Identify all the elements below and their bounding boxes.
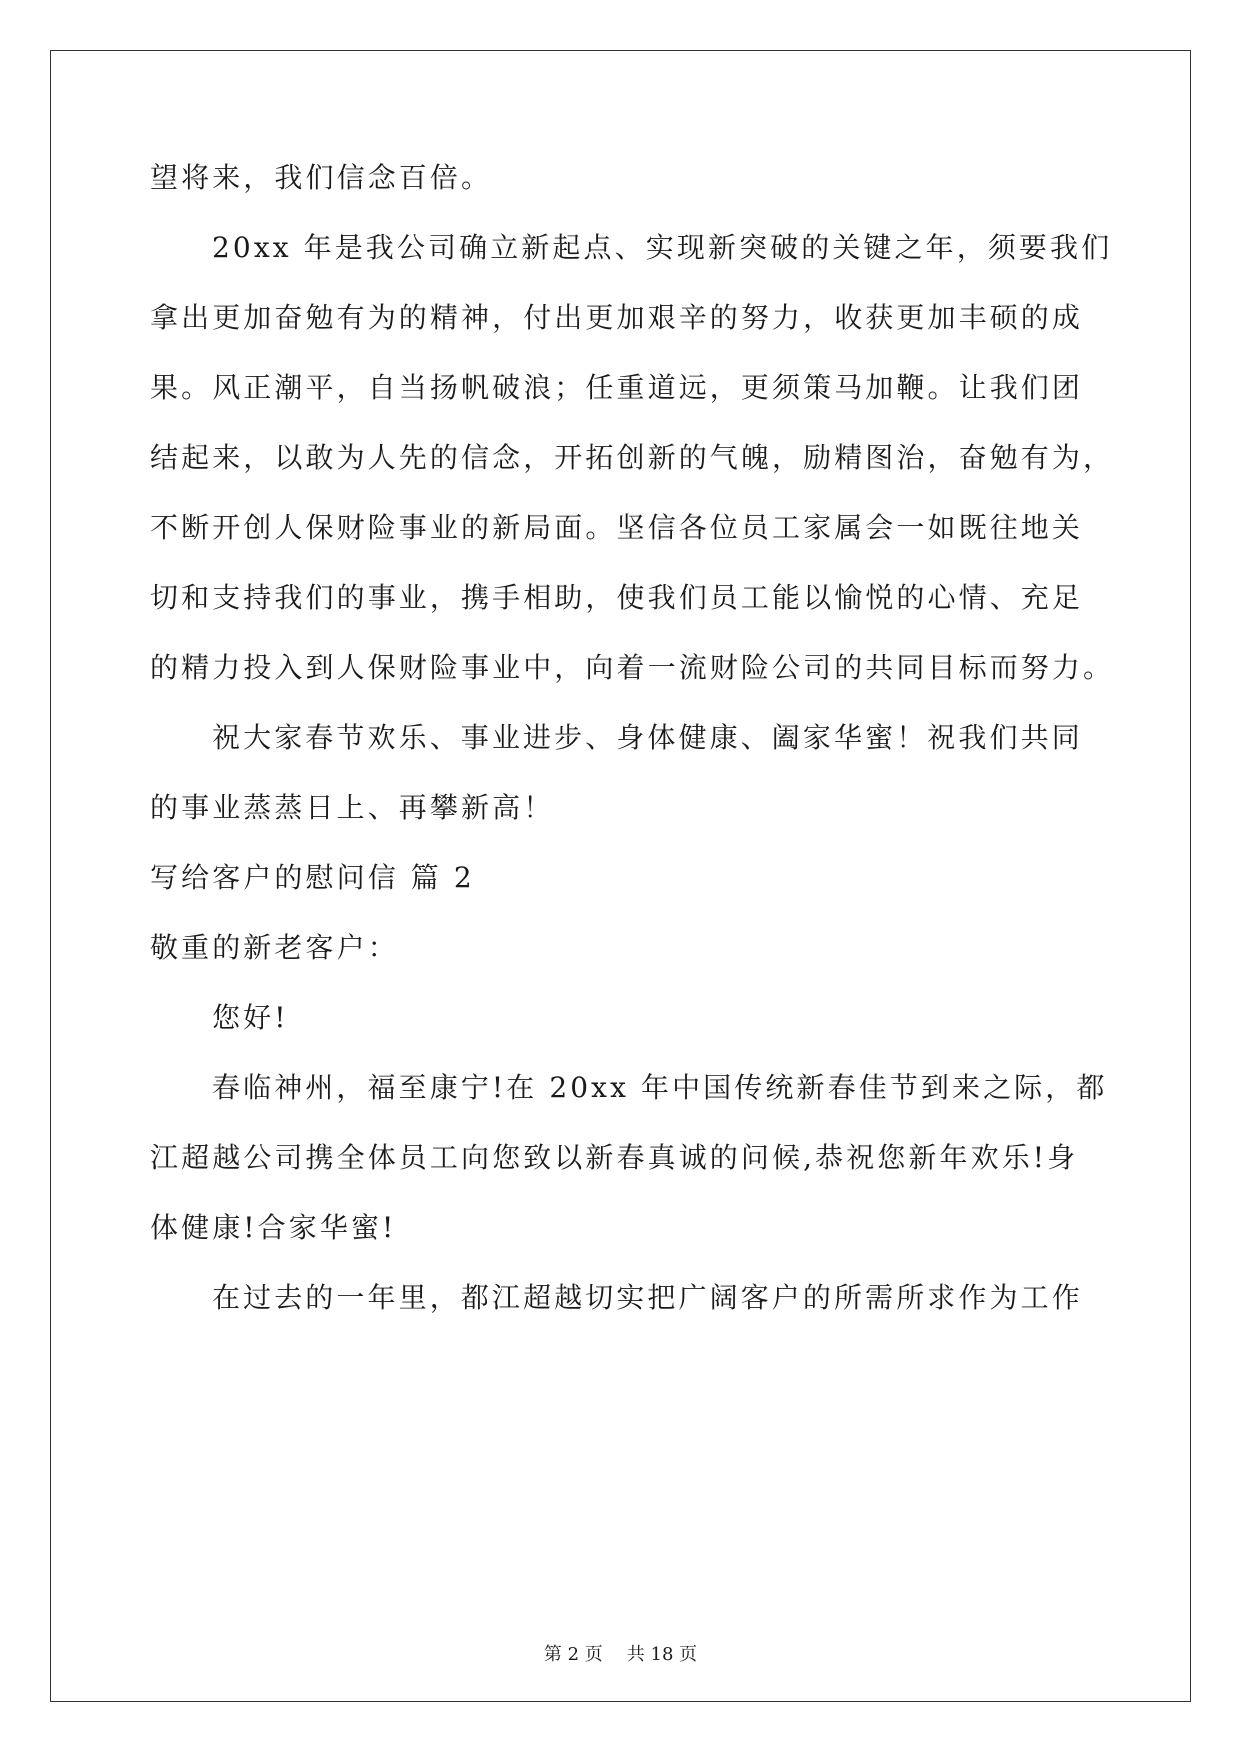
text-line: 的事业蒸蒸日上、再攀新高！ [150,791,555,824]
text-line: 的精力投入到人保财险事业中，向着一流财险公司的共同目标而努力。 [150,651,1115,684]
text-line: 结起来，以敢为人先的信念，开拓创新的气魄，励精图治，奋勉有为， [150,441,1115,474]
paragraph-start-line: 祝大家春节欢乐、事业进步、身体健康、阖家华蜜！祝我们共同 [212,721,1083,754]
text-line: 江超越公司携全体员工向您致以新春真诚的问候,恭祝您新年欢乐!身 [150,1141,1079,1174]
page-total: 共 18 页 [626,1644,698,1665]
page-footer [0,1640,1241,1666]
text-line: 果。风正潮平，自当扬帆破浪；任重道远，更须策马加鞭。让我们团 [150,371,1084,404]
text-line: 切和支持我们的事业，携手相助，使我们员工能以愉悦的心情、充足 [150,581,1084,614]
salutation: 敬重的新老客户： [150,931,399,964]
text-line: 拿出更加奋勉有为的精神，付出更加艰辛的努力，收获更加丰硕的成 [150,301,1084,334]
section-heading: 写给客户的慰问信 篇 2 [150,861,475,894]
text-line: 体健康!合家华蜜! [150,1211,397,1244]
paragraph-start-line: 春临神州，福至康宁!在 20xx 年中国传统新春佳节到来之际，都 [212,1071,1108,1104]
page-number: 第 2 页 [543,1644,603,1665]
paragraph-start-line: 在过去的一年里，都江超越切实把广阔客户的所需所求作为工作 [212,1281,1083,1314]
text-line: 不断开创人保财险事业的新局面。坚信各位员工家属会一如既往地关 [150,511,1084,544]
paragraph-start-line: 20xx 年是我公司确立新起点、实现新突破的关键之年，须要我们 [212,231,1113,264]
greeting: 您好! [212,1001,289,1034]
text-line: 望将来，我们信念百倍。 [150,161,493,194]
